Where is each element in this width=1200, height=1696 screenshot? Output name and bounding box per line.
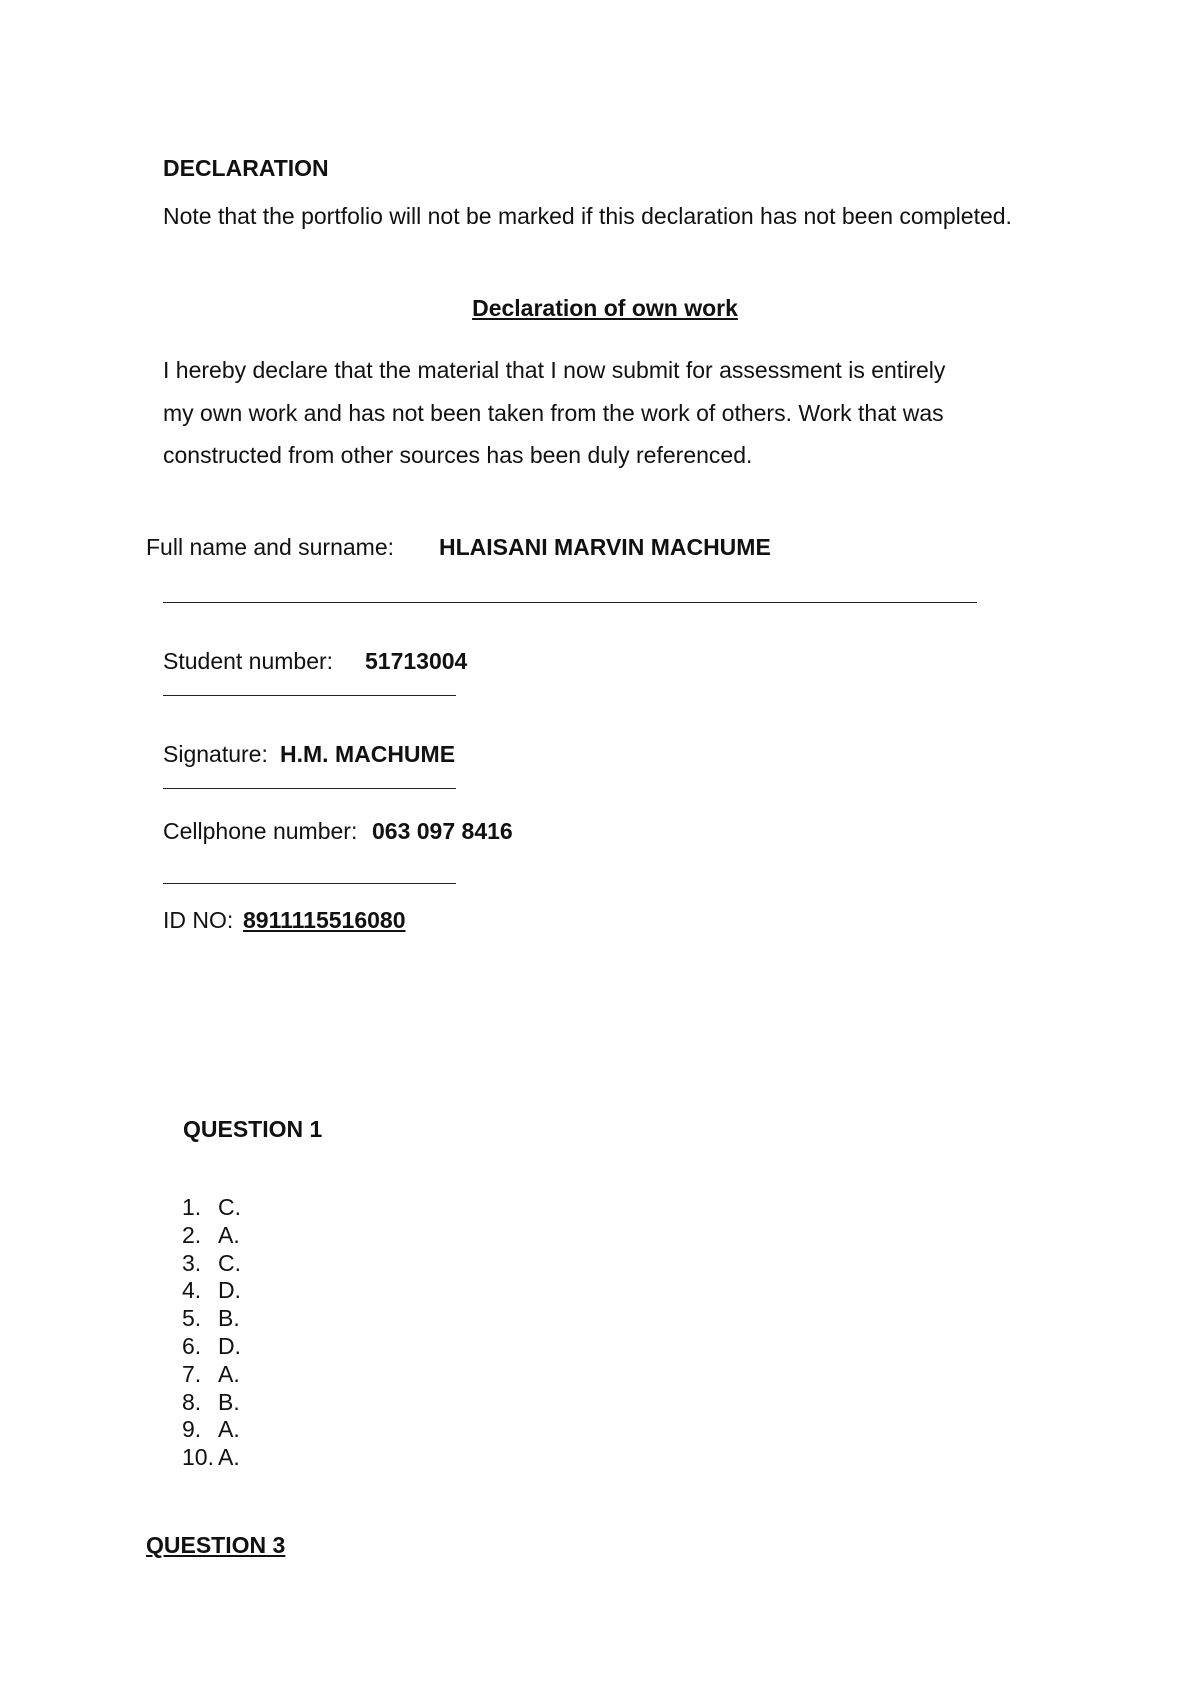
declaration-subheading: Declaration of own work — [472, 295, 738, 321]
answer-number: 9. — [182, 1416, 202, 1443]
answer-number: 8. — [182, 1388, 202, 1415]
declaration-paragraph — [163, 349, 1023, 477]
answer-number: 6. — [182, 1332, 202, 1359]
signature-label: Signature: — [163, 741, 268, 767]
answer-value: A. — [218, 1221, 240, 1248]
answer-number: 4. — [182, 1277, 202, 1304]
student-number-label: Student number: — [163, 648, 334, 674]
answer-number: 10. — [182, 1444, 214, 1471]
list-item — [182, 1194, 241, 1222]
list-item — [182, 1222, 241, 1250]
answer-number: 2. — [182, 1221, 202, 1248]
question-1-heading: QUESTION 1 — [183, 1116, 323, 1142]
signature-underline — [163, 788, 456, 789]
list-item — [182, 1277, 241, 1305]
paragraph-line: I hereby declare that the material that I now submit for assessment is entirely — [163, 357, 946, 383]
list-item — [182, 1250, 241, 1278]
list-item — [182, 1389, 241, 1417]
full-name-underline — [163, 602, 977, 603]
id-value: 8911115516080 — [243, 907, 406, 933]
list-item — [182, 1416, 241, 1444]
list-item — [182, 1333, 241, 1361]
answer-value: C. — [218, 1194, 241, 1220]
answer-value: D. — [218, 1277, 241, 1304]
answer-value: A. — [218, 1444, 240, 1471]
declaration-heading: DECLARATION — [163, 155, 329, 181]
answer-value: A. — [218, 1360, 240, 1387]
list-item — [182, 1305, 241, 1333]
cellphone-underline — [163, 883, 456, 884]
answer-value: A. — [218, 1416, 240, 1443]
signature-value: H.M. MACHUME — [280, 741, 456, 767]
answer-number: 3. — [182, 1249, 202, 1276]
answer-number: 1. — [182, 1194, 202, 1220]
cellphone-value: 063 097 8416 — [372, 818, 513, 844]
full-name-label: Full name and surname: — [146, 534, 395, 560]
answer-number: 5. — [182, 1305, 202, 1332]
list-item — [182, 1444, 241, 1472]
answer-value: B. — [218, 1388, 240, 1415]
full-name-value: HLAISANI MARVIN MACHUME — [439, 534, 771, 560]
answer-value: D. — [218, 1332, 241, 1359]
paragraph-line: constructed from other sources has been duly referenced. — [163, 442, 753, 468]
answer-number: 7. — [182, 1360, 202, 1387]
student-number-underline — [163, 695, 456, 696]
student-number-value: 51713004 — [365, 648, 468, 674]
question-3-heading: QUESTION 3 — [146, 1532, 286, 1558]
declaration-note: Note that the portfolio will not be marked if this declaration has not been completed. — [163, 203, 1012, 229]
answer-value: C. — [218, 1249, 241, 1276]
cellphone-label: Cellphone number: — [163, 818, 358, 844]
id-label: ID NO: — [163, 907, 234, 933]
list-item — [182, 1361, 241, 1389]
answer-value: B. — [218, 1305, 240, 1332]
question-1-answer-list — [182, 1194, 241, 1472]
paragraph-line: my own work and has not been taken from the work of others. Work that was — [163, 399, 944, 426]
